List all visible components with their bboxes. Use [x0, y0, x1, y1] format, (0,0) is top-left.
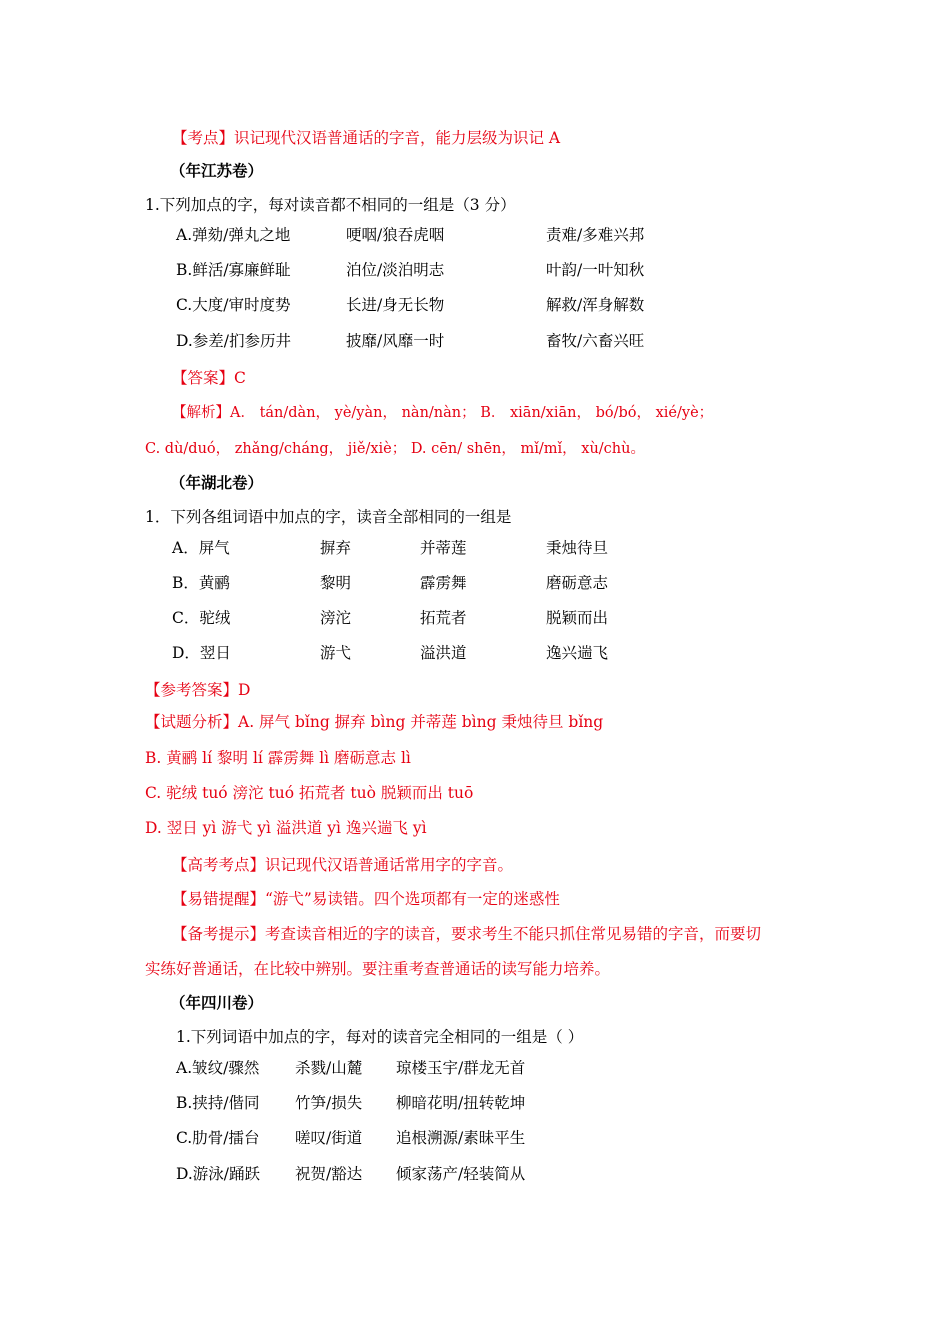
option-cell: 长进/身无长物 [346, 296, 445, 314]
option-cell: 祝贺/豁达 [295, 1165, 363, 1183]
option-cell: 杀戮/山麓 [295, 1059, 363, 1077]
analysis-hubei-line: D. 翌日 yì 游弋 yì 溢洪道 yì 逸兴遄飞 yì [145, 819, 427, 837]
option-cell: 黎明 [320, 574, 352, 592]
option-cell: 琼楼玉宇/群龙无首 [396, 1059, 526, 1077]
option-cell: 磨砺意志 [546, 574, 609, 592]
option-cell: A.弹劾/弹丸之地 [176, 226, 291, 244]
answer-hubei: 【参考答案】D [145, 681, 251, 699]
option-cell: 滂沱 [320, 609, 352, 627]
option-cell: C．驼绒 [172, 609, 231, 627]
kaodian-line: 【考点】识记现代汉语普通话的字音，能力层级为识记 A [172, 129, 561, 147]
option-cell: 溢洪道 [420, 644, 467, 662]
answer-jiangsu: 【答案】C [172, 369, 246, 387]
question-sichuan: 1.下列词语中加点的字，每对的读音完全相同的一组是（ ） [176, 1028, 584, 1046]
option-cell: 畜牧/六畜兴旺 [546, 332, 645, 350]
option-cell: A．屏气 [172, 539, 230, 557]
option-cell: 竹笋/损失 [295, 1094, 363, 1112]
option-cell: 并蒂莲 [420, 539, 467, 557]
option-cell: D．翌日 [172, 644, 231, 662]
option-cell: C.肋骨/擂台 [176, 1129, 260, 1147]
option-cell: D.参差/扪参历井 [176, 332, 292, 350]
option-cell: B.挟持/偕同 [176, 1094, 260, 1112]
option-cell: 摒弃 [320, 539, 352, 557]
analysis-jiangsu-line-2: C. dù/duó， zhǎng/cháng， jiě/xiè； D. cēn/ shēn， mǐ/mǐ， xù/chù。 [145, 441, 645, 457]
analysis-jiangsu-line-1: 【解析】A． tán/dàn， yè/yàn， nàn/nàn； B． xiān/xiān， bó/bó， xié/yè； [172, 405, 714, 421]
option-cell: 游弋 [320, 644, 352, 662]
question-jiangsu: 1.下列加点的字，每对读音都不相同的一组是（3 分） [145, 196, 516, 214]
option-cell: 逸兴遄飞 [546, 644, 609, 662]
option-cell: D.游泳/踊跃 [176, 1165, 261, 1183]
beikao-tishi-line-2: 实练好普通话，在比较中辨别。要注重考查普通话的读写能力培养。 [145, 960, 611, 978]
option-cell: 柳暗花明/扭转乾坤 [396, 1094, 526, 1112]
option-cell: 拓荒者 [420, 609, 467, 627]
option-cell: B．黄鹂 [172, 574, 230, 592]
option-cell: 倾家荡产/轻装简从 [396, 1165, 526, 1183]
analysis-hubei-line: B. 黄鹂 lí 黎明 lí 霹雳舞 lì 磨砺意志 lì [145, 749, 411, 767]
section-heading-sichuan: （年四川卷） [170, 993, 264, 1012]
option-cell: 叶韵/一叶知秋 [546, 261, 645, 279]
option-cell: 哽咽/狼吞虎咽 [346, 226, 445, 244]
option-cell: B.鲜活/寡廉鲜耻 [176, 261, 291, 279]
option-cell: 责难/多难兴邦 [546, 226, 645, 244]
option-cell: 披靡/风靡一时 [346, 332, 445, 350]
option-cell: A.皱纹/骤然 [176, 1059, 260, 1077]
section-heading-hubei: （年湖北卷） [170, 473, 264, 492]
option-cell: C.大度/审时度势 [176, 296, 291, 314]
option-cell: 嗟叹/街道 [295, 1129, 363, 1147]
yicuo-tixing: 【易错提醒】“游弋”易读错。四个选项都有一定的迷惑性 [172, 890, 560, 908]
option-cell: 秉烛待旦 [546, 539, 609, 557]
option-cell: 霹雳舞 [420, 574, 467, 592]
section-heading-jiangsu: （年江苏卷） [170, 161, 264, 180]
option-cell: 脱颖而出 [546, 609, 609, 627]
analysis-hubei-line: C. 驼绒 tuó 滂沱 tuó 拓荒者 tuò 脱颖而出 tuō [145, 784, 474, 802]
beikao-tishi-line-1: 【备考提示】考查读音相近的字的读音，要求考生不能只抓住常见易错的字音，而要切 [172, 925, 762, 943]
option-cell: 泊位/淡泊明志 [346, 261, 445, 279]
analysis-hubei-line: 【试题分析】A. 屏气 bǐng 摒弃 bìng 并蒂莲 bìng 秉烛待旦 bǐng [145, 713, 604, 731]
option-cell: 追根溯源/素昧平生 [396, 1129, 526, 1147]
option-cell: 解救/浑身解数 [546, 296, 645, 314]
gaokao-kaodian: 【高考考点】识记现代汉语普通话常用字的字音。 [172, 856, 514, 874]
question-hubei: 1．下列各组词语中加点的字，读音全部相同的一组是 [145, 508, 512, 526]
